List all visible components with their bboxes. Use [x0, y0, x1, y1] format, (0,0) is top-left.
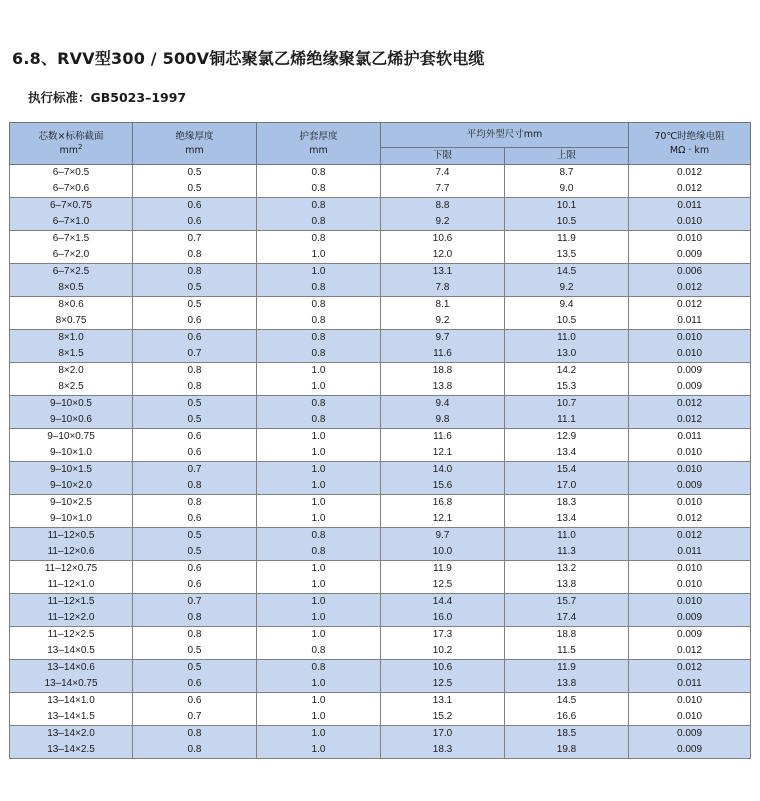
table-row: [10, 429, 751, 446]
cell-upper: 18.3: [505, 495, 629, 512]
cell-lower: 9.2: [381, 313, 505, 330]
table-row: [10, 165, 751, 182]
cell-spec: 6–7×2.0: [10, 247, 133, 264]
cell-resistance: 0.012: [629, 396, 751, 413]
cell-upper: 19.8: [505, 742, 629, 759]
cell-sheath: 0.8: [257, 214, 381, 231]
table-row: [10, 561, 751, 578]
cell-spec: 9–10×1.5: [10, 462, 133, 479]
cell-sheath: 1.0: [257, 462, 381, 479]
cell-sheath: 1.0: [257, 594, 381, 611]
cell-sheath: 0.8: [257, 280, 381, 297]
table-row: [10, 610, 751, 627]
cell-sheath: 1.0: [257, 709, 381, 726]
table-row: [10, 396, 751, 413]
cell-spec: 11–12×0.6: [10, 544, 133, 561]
cell-resistance: 0.009: [629, 610, 751, 627]
cell-upper: 11.3: [505, 544, 629, 561]
page-title: 6.8、RVV型300 / 500V铜芯聚氯乙烯绝缘聚氯乙烯护套软电缆: [12, 49, 485, 68]
cell-upper: 9.2: [505, 280, 629, 297]
cell-lower: 10.6: [381, 231, 505, 248]
cell-sheath: 1.0: [257, 693, 381, 710]
cell-insulation: 0.8: [133, 478, 257, 495]
cell-upper: 17.0: [505, 478, 629, 495]
cell-sheath: 1.0: [257, 511, 381, 528]
cell-resistance: 0.006: [629, 264, 751, 281]
cell-sheath: 0.8: [257, 660, 381, 677]
standard-line: 执行标准：GB5023–1997: [28, 90, 187, 105]
table-row: [10, 643, 751, 660]
cell-spec: 11–12×0.75: [10, 561, 133, 578]
cell-insulation: 0.5: [133, 181, 257, 198]
cell-resistance: 0.012: [629, 297, 751, 314]
cell-resistance: 0.012: [629, 643, 751, 660]
cell-resistance: 0.011: [629, 544, 751, 561]
cell-spec: 6–7×0.5: [10, 165, 133, 182]
cell-spec: 11–12×0.5: [10, 528, 133, 545]
header-sheath-unit: mm: [309, 144, 328, 156]
cell-sheath: 0.8: [257, 165, 381, 182]
cell-insulation: 0.8: [133, 495, 257, 512]
cell-lower: 16.8: [381, 495, 505, 512]
cell-lower: 12.0: [381, 247, 505, 264]
table-row: [10, 363, 751, 380]
header-upper: 上限: [505, 148, 629, 165]
table-row: [10, 214, 751, 231]
cell-sheath: 0.8: [257, 198, 381, 215]
cell-lower: 10.6: [381, 660, 505, 677]
cell-insulation: 0.8: [133, 247, 257, 264]
cell-insulation: 0.7: [133, 462, 257, 479]
cell-upper: 13.4: [505, 511, 629, 528]
cell-insulation: 0.6: [133, 577, 257, 594]
table-row: [10, 726, 751, 743]
cell-upper: 18.8: [505, 627, 629, 644]
header-cores-unit: $mm^2$: [59, 142, 83, 156]
cell-resistance: 0.010: [629, 495, 751, 512]
cell-insulation: 0.7: [133, 346, 257, 363]
cell-lower: 9.7: [381, 330, 505, 347]
cell-spec: 13–14×2.0: [10, 726, 133, 743]
cell-insulation: 0.8: [133, 363, 257, 380]
cell-spec: 8×0.6: [10, 297, 133, 314]
cell-spec: 13–14×1.0: [10, 693, 133, 710]
cell-lower: 7.7: [381, 181, 505, 198]
cell-resistance: 0.009: [629, 726, 751, 743]
cell-spec: 11–12×2.5: [10, 627, 133, 644]
cell-resistance: 0.009: [629, 363, 751, 380]
cell-sheath: 0.8: [257, 528, 381, 545]
cell-resistance: 0.011: [629, 676, 751, 693]
cell-spec: 9–10×1.0: [10, 511, 133, 528]
cell-spec: 6–7×0.75: [10, 198, 133, 215]
table-row: [10, 742, 751, 759]
cell-sheath: 1.0: [257, 610, 381, 627]
cell-insulation: 0.7: [133, 231, 257, 248]
cell-upper: 14.5: [505, 693, 629, 710]
cell-insulation: 0.8: [133, 379, 257, 396]
cell-insulation: 0.6: [133, 676, 257, 693]
table-row: [10, 676, 751, 693]
cell-insulation: 0.6: [133, 561, 257, 578]
cell-sheath: 1.0: [257, 742, 381, 759]
cell-lower: 8.1: [381, 297, 505, 314]
cell-upper: 11.9: [505, 660, 629, 677]
spec-table: [9, 122, 751, 759]
cell-sheath: 1.0: [257, 577, 381, 594]
cell-spec: 9–10×2.0: [10, 478, 133, 495]
table-row: [10, 594, 751, 611]
cell-lower: 7.4: [381, 165, 505, 182]
cell-sheath: 1.0: [257, 627, 381, 644]
cell-spec: 13–14×2.5: [10, 742, 133, 759]
header-resistance-unit: MΩ · km: [669, 144, 710, 156]
cell-lower: 10.0: [381, 544, 505, 561]
cell-insulation: 0.8: [133, 610, 257, 627]
cell-resistance: 0.009: [629, 742, 751, 759]
cell-lower: 13.1: [381, 693, 505, 710]
cell-insulation: 0.7: [133, 594, 257, 611]
cell-upper: 9.0: [505, 181, 629, 198]
cell-resistance: 0.010: [629, 561, 751, 578]
cell-spec: 9–10×1.0: [10, 445, 133, 462]
table-row: [10, 181, 751, 198]
header-sheath-label: 护套厚度: [299, 130, 338, 142]
table-row: [10, 412, 751, 429]
cell-upper: 13.4: [505, 445, 629, 462]
cell-sheath: 1.0: [257, 247, 381, 264]
cell-upper: 11.0: [505, 330, 629, 347]
cell-sheath: 1.0: [257, 379, 381, 396]
cell-upper: 13.8: [505, 676, 629, 693]
cell-spec: 11–12×2.0: [10, 610, 133, 627]
cell-sheath: 0.8: [257, 297, 381, 314]
cell-resistance: 0.010: [629, 577, 751, 594]
cell-resistance: 0.010: [629, 709, 751, 726]
cell-spec: 8×1.5: [10, 346, 133, 363]
cell-resistance: 0.012: [629, 660, 751, 677]
cell-lower: 15.2: [381, 709, 505, 726]
cell-insulation: 0.5: [133, 396, 257, 413]
cell-sheath: 1.0: [257, 495, 381, 512]
cell-spec: 9–10×0.6: [10, 412, 133, 429]
cell-insulation: 0.6: [133, 429, 257, 446]
cell-resistance: 0.011: [629, 313, 751, 330]
cell-resistance: 0.010: [629, 346, 751, 363]
cell-insulation: 0.6: [133, 330, 257, 347]
cell-upper: 15.3: [505, 379, 629, 396]
cell-insulation: 0.5: [133, 660, 257, 677]
table-row: [10, 445, 751, 462]
cell-resistance: 0.012: [629, 165, 751, 182]
cell-insulation: 0.8: [133, 742, 257, 759]
cell-spec: 6–7×1.5: [10, 231, 133, 248]
cell-sheath: 0.8: [257, 313, 381, 330]
cell-lower: 14.4: [381, 594, 505, 611]
cell-spec: 6–7×2.5: [10, 264, 133, 281]
cell-lower: 14.0: [381, 462, 505, 479]
cell-resistance: 0.010: [629, 693, 751, 710]
cell-lower: 9.4: [381, 396, 505, 413]
cell-resistance: 0.009: [629, 627, 751, 644]
cell-upper: 12.9: [505, 429, 629, 446]
cell-insulation: 0.8: [133, 264, 257, 281]
table-row: [10, 297, 751, 314]
table-row: [10, 577, 751, 594]
table-row: [10, 627, 751, 644]
cell-upper: 17.4: [505, 610, 629, 627]
cell-insulation: 0.8: [133, 726, 257, 743]
cell-spec: 8×0.5: [10, 280, 133, 297]
cell-resistance: 0.010: [629, 214, 751, 231]
cell-resistance: 0.012: [629, 528, 751, 545]
cell-sheath: 1.0: [257, 478, 381, 495]
cell-upper: 15.4: [505, 462, 629, 479]
cell-lower: 9.8: [381, 412, 505, 429]
cell-insulation: 0.6: [133, 313, 257, 330]
cell-spec: 8×0.75: [10, 313, 133, 330]
cell-resistance: 0.011: [629, 429, 751, 446]
cell-insulation: 0.8: [133, 627, 257, 644]
cell-spec: 11–12×1.0: [10, 577, 133, 594]
cell-sheath: 0.8: [257, 231, 381, 248]
spec-table-body: [10, 165, 751, 759]
cell-upper: 11.9: [505, 231, 629, 248]
cell-insulation: 0.5: [133, 165, 257, 182]
table-row: [10, 280, 751, 297]
cell-upper: 18.5: [505, 726, 629, 743]
cell-sheath: 0.8: [257, 181, 381, 198]
cell-upper: 11.5: [505, 643, 629, 660]
cell-lower: 18.8: [381, 363, 505, 380]
cell-insulation: 0.6: [133, 693, 257, 710]
cell-sheath: 0.8: [257, 544, 381, 561]
cell-spec: 13–14×0.6: [10, 660, 133, 677]
cell-upper: 15.7: [505, 594, 629, 611]
cell-lower: 13.8: [381, 379, 505, 396]
cell-spec: 8×1.0: [10, 330, 133, 347]
cell-lower: 12.1: [381, 445, 505, 462]
cell-spec: 13–14×0.5: [10, 643, 133, 660]
cell-sheath: 1.0: [257, 445, 381, 462]
cell-insulation: 0.5: [133, 643, 257, 660]
cell-insulation: 0.5: [133, 528, 257, 545]
cell-lower: 16.0: [381, 610, 505, 627]
cell-sheath: 0.8: [257, 412, 381, 429]
cell-sheath: 1.0: [257, 429, 381, 446]
cell-upper: 8.7: [505, 165, 629, 182]
cell-lower: 18.3: [381, 742, 505, 759]
cell-lower: 13.1: [381, 264, 505, 281]
cell-spec: 13–14×1.5: [10, 709, 133, 726]
cell-upper: 11.0: [505, 528, 629, 545]
cell-lower: 17.0: [381, 726, 505, 743]
header-resistance: [629, 123, 751, 165]
cell-spec: 9–10×0.75: [10, 429, 133, 446]
cell-sheath: 1.0: [257, 726, 381, 743]
cell-sheath: 1.0: [257, 363, 381, 380]
table-row: [10, 709, 751, 726]
cell-resistance: 0.009: [629, 247, 751, 264]
table-row: [10, 495, 751, 512]
cell-lower: 7.8: [381, 280, 505, 297]
cell-spec: 6–7×0.6: [10, 181, 133, 198]
cell-upper: 9.4: [505, 297, 629, 314]
table-row: [10, 478, 751, 495]
table-row: [10, 346, 751, 363]
cell-lower: 11.6: [381, 429, 505, 446]
cell-insulation: 0.5: [133, 297, 257, 314]
cell-lower: 11.6: [381, 346, 505, 363]
table-row: [10, 693, 751, 710]
table-row: [10, 330, 751, 347]
cell-spec: 13–14×0.75: [10, 676, 133, 693]
cell-insulation: 0.5: [133, 412, 257, 429]
table-row: [10, 528, 751, 545]
table-row: [10, 264, 751, 281]
cell-spec: 8×2.0: [10, 363, 133, 380]
cell-lower: 10.2: [381, 643, 505, 660]
cell-resistance: 0.009: [629, 379, 751, 396]
cell-lower: 15.6: [381, 478, 505, 495]
cell-lower: 11.9: [381, 561, 505, 578]
cell-upper: 16.6: [505, 709, 629, 726]
table-row: [10, 198, 751, 215]
cell-resistance: 0.012: [629, 280, 751, 297]
cell-resistance: 0.010: [629, 231, 751, 248]
cell-resistance: 0.012: [629, 511, 751, 528]
cell-lower: 9.7: [381, 528, 505, 545]
cell-insulation: 0.6: [133, 445, 257, 462]
table-row: [10, 544, 751, 561]
cell-resistance: 0.012: [629, 181, 751, 198]
cell-upper: 10.7: [505, 396, 629, 413]
cell-spec: 6–7×1.0: [10, 214, 133, 231]
cell-upper: 14.5: [505, 264, 629, 281]
cell-upper: 13.0: [505, 346, 629, 363]
cell-resistance: 0.011: [629, 198, 751, 215]
cell-spec: 8×2.5: [10, 379, 133, 396]
cell-insulation: 0.5: [133, 544, 257, 561]
header-resistance-label: 70℃时绝缘电阻: [654, 130, 725, 142]
cell-resistance: 0.009: [629, 478, 751, 495]
cell-upper: 13.5: [505, 247, 629, 264]
cell-insulation: 0.6: [133, 198, 257, 215]
cell-spec: 11–12×1.5: [10, 594, 133, 611]
header-insulation-unit: mm: [185, 144, 204, 156]
cell-lower: 12.5: [381, 577, 505, 594]
cell-upper: 10.5: [505, 214, 629, 231]
cell-lower: 8.8: [381, 198, 505, 215]
cell-insulation: 0.5: [133, 280, 257, 297]
cell-sheath: 0.8: [257, 396, 381, 413]
cell-sheath: 0.8: [257, 643, 381, 660]
cell-spec: 9–10×2.5: [10, 495, 133, 512]
table-row: [10, 660, 751, 677]
header-lower: 下限: [381, 148, 505, 165]
table-row: [10, 247, 751, 264]
cell-upper: 11.1: [505, 412, 629, 429]
table-row: [10, 511, 751, 528]
cell-insulation: 0.6: [133, 511, 257, 528]
table-row: [10, 379, 751, 396]
cell-resistance: 0.010: [629, 445, 751, 462]
table-row: [10, 462, 751, 479]
cell-upper: 10.1: [505, 198, 629, 215]
header-cores-label: 芯数×标称截面: [38, 130, 104, 142]
cell-lower: 12.1: [381, 511, 505, 528]
cell-insulation: 0.6: [133, 214, 257, 231]
header-insulation: [133, 123, 257, 165]
cell-insulation: 0.7: [133, 709, 257, 726]
cell-sheath: 0.8: [257, 330, 381, 347]
cell-resistance: 0.012: [629, 412, 751, 429]
cell-spec: 9–10×0.5: [10, 396, 133, 413]
cell-upper: 14.2: [505, 363, 629, 380]
cell-upper: 13.2: [505, 561, 629, 578]
cell-lower: 9.2: [381, 214, 505, 231]
cell-lower: 17.3: [381, 627, 505, 644]
table-row: [10, 313, 751, 330]
cell-sheath: 0.8: [257, 346, 381, 363]
cell-upper: 10.5: [505, 313, 629, 330]
header-insulation-label: 绝缘厚度: [175, 130, 214, 142]
cell-resistance: 0.010: [629, 330, 751, 347]
cell-sheath: 1.0: [257, 676, 381, 693]
cell-resistance: 0.010: [629, 594, 751, 611]
cell-resistance: 0.010: [629, 462, 751, 479]
cell-upper: 13.8: [505, 577, 629, 594]
header-cores: [10, 123, 133, 165]
header-sheath: [257, 123, 381, 165]
cell-sheath: 1.0: [257, 264, 381, 281]
table-row: [10, 231, 751, 248]
cell-lower: 12.5: [381, 676, 505, 693]
header-dimension: 平均外型尺寸mm: [381, 123, 629, 148]
cell-sheath: 1.0: [257, 561, 381, 578]
